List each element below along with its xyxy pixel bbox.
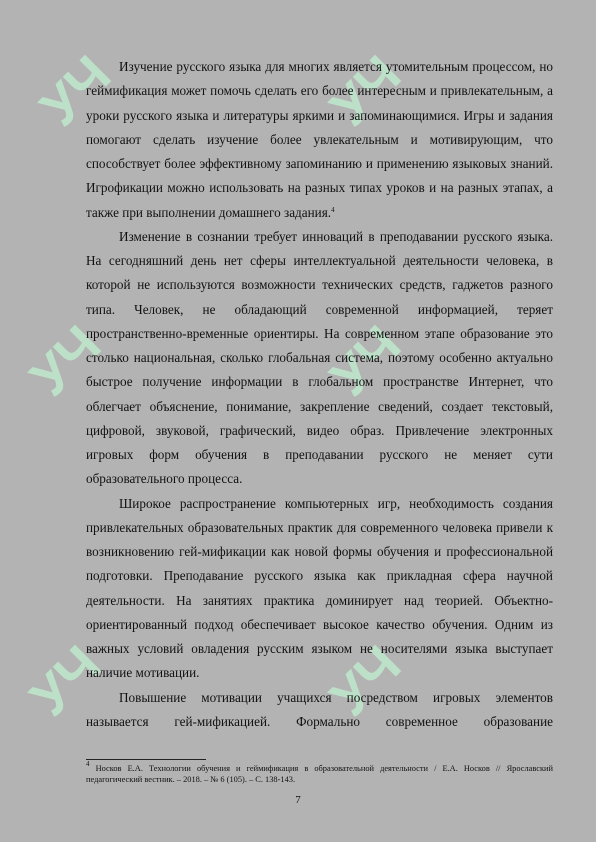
footnote-text: Носков Е.А. Технологии обучения и геймификация в образовательной деятельности / Е.А. Носков // Ярославский педагогический вестник. – 2018. – № 6 (105). – С. 138-143. [86, 764, 554, 784]
footnote-divider [86, 759, 206, 760]
paragraph: Изменение в сознании требует инноваций в преподавании русского языка. На сегодняшний день нет сферы интеллектуальной деятельности человека, в которой не используются возможности технических средств, гаджетов разного типа. Человек, не обладающий современной информацией, теряет пространственно-временные ориентиры. На современном этапе образование это столько национальная, сколько глобальная система, поэтому особенно актуально быстрое получение информации в глобальном пространстве Интернет, что облегчает объяснение, понимание, закрепление сведений, создает текстовый, цифровой, звуковой, графический, видео образ. Привлечение электронных игровых форм обучения в преподавании русского не меняет сути образовательного процесса. [86, 228, 553, 487]
watermark: УЧ [319, 314, 413, 408]
footnote-number: 4 [86, 760, 90, 768]
watermark: УЧ [19, 634, 113, 728]
paragraph: Широкое распространение компьютерных игр, необходимость создания привлекательных образовательных практик для современного человека привели к возникновению гей-мификации как новой формы обучения и профессиональной подготовки. Преподавание русского языка как прикладная сфера научной деятельности. На занятиях практика доминирует над теорией. Объектно-ориентированный подход обеспечивает высокое качество обучения. Одним из важных условий овладения русским языком не носителями языка выступает наличие мотивации. [86, 495, 553, 681]
paragraph: Изучение русского языка для многих является утомительным процессом, но геймификация может помочь сделать его более интересным и привлекательным, а уроки русского языка и литературы яркими и запоминающимися. Игры и задания помогают сделать изучение более увлекательным и мотивирующим, что способствует более эффективному запоминанию и применению языковых знаний. Игрофикации можно использовать на разных типах уроков и на разных этапах, а также при выполнении домашнего задания.$^4$ [86, 59, 553, 220]
body-text [86, 55, 553, 734]
footnote [86, 760, 554, 785]
footnote-marker: 4 [331, 205, 335, 214]
paragraph: Повышение мотивации учащихся посредством игровых элементов называется гей-мификацией. Формально современное образование [86, 689, 553, 729]
page-number: 7 [295, 794, 301, 806]
watermark: УЧ [19, 314, 113, 408]
watermark: УЧ [319, 634, 413, 728]
watermark: УЧ [319, 44, 413, 138]
watermark: УЧ [29, 44, 123, 138]
